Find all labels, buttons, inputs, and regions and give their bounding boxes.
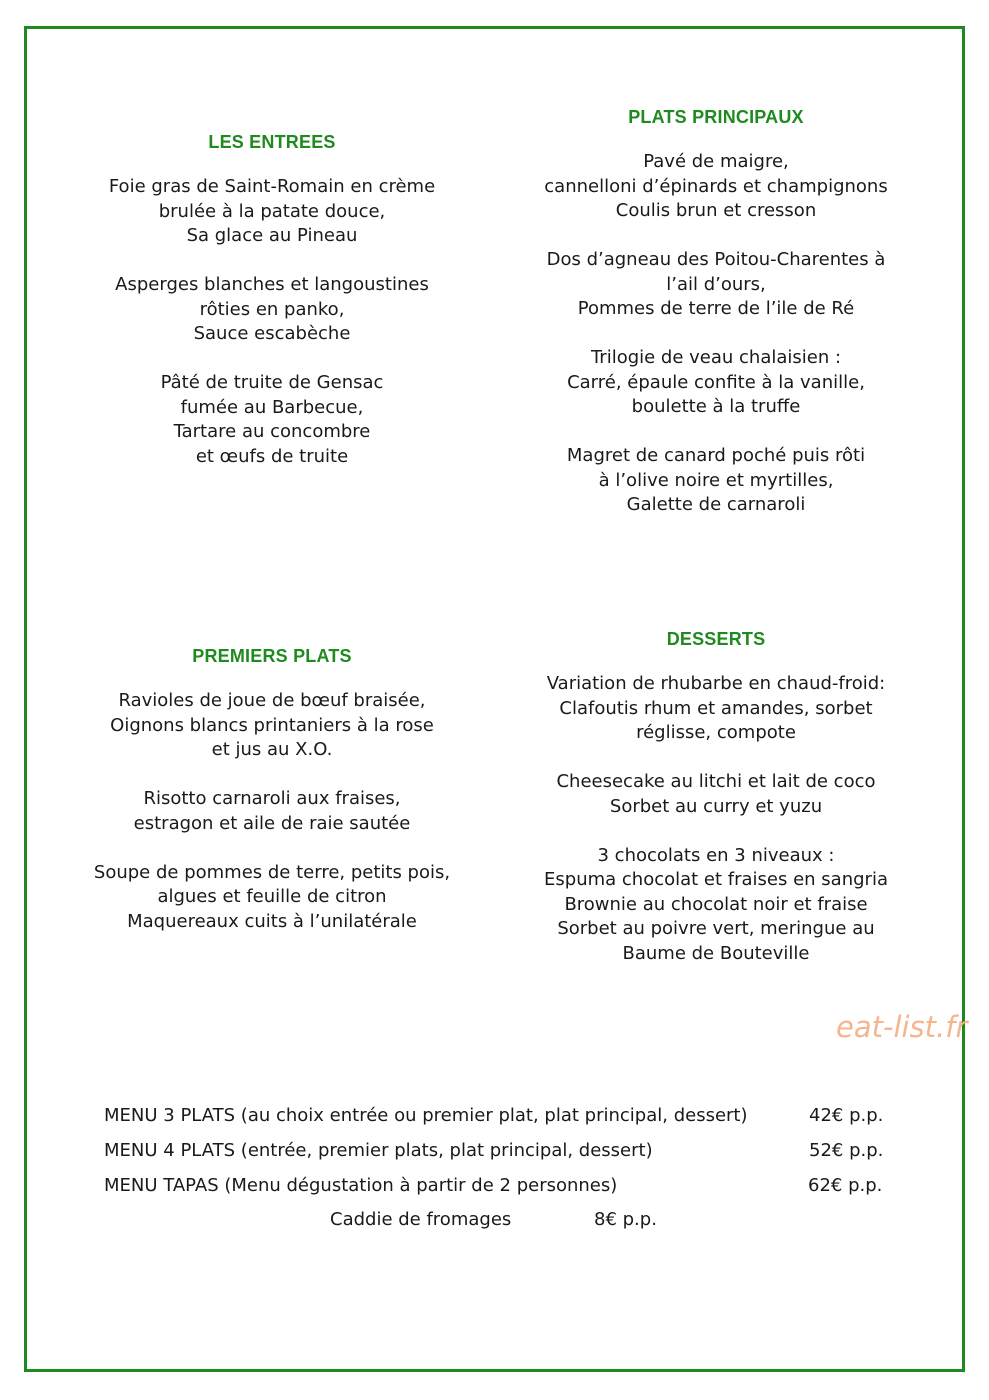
dish-line: algues et feuille de citron — [157, 886, 387, 907]
dish-line: Brownie au chocolat noir et fraise — [564, 893, 868, 915]
dish-item — [496, 770, 936, 819]
dish-line: Galette de carnaroli — [626, 494, 806, 515]
dish-line: Sa glace au Pineau — [186, 225, 358, 246]
dish-line: Pommes de terre de l’ile de Ré — [577, 298, 855, 319]
dish-item — [496, 346, 936, 420]
dish-line: Pavé de maigre, — [643, 151, 789, 172]
dish-line: Baume de Bouteville — [622, 942, 810, 964]
dish-item — [62, 175, 482, 249]
dish-item — [62, 273, 482, 347]
dish-line: Dos d’agneau des Poitou-Charentes à — [546, 249, 886, 270]
dish-line: Risotto carnaroli aux fraises, — [143, 788, 401, 809]
dish-line: réglisse, compote — [636, 722, 796, 743]
dish-line: Pâté de truite de Gensac — [160, 372, 384, 393]
dish-line: l’ail d’ours, — [666, 273, 766, 295]
dish-line: estragon et aile de raie sautée — [133, 812, 411, 834]
section-desserts — [496, 627, 936, 991]
dish-item — [496, 444, 936, 518]
dish-line: Carré, épaule confite à la vanille, — [567, 371, 865, 393]
section-plats-principaux — [496, 105, 936, 542]
dish-line: Sorbet au curry et yuzu — [609, 795, 823, 817]
dish-list — [62, 175, 482, 469]
dish-line: Maquereaux cuits à l’unilatérale — [127, 910, 417, 932]
caddie-fromages-price: 8€ p.p. — [594, 1209, 657, 1230]
dish-line: 3 chocolats en 3 niveaux : — [597, 844, 835, 866]
menu-3-plats-price: 42€ p.p. — [809, 1105, 884, 1126]
menu-tapas-price: 62€ p.p. — [808, 1175, 883, 1196]
dish-list — [496, 672, 936, 966]
dish-item — [496, 248, 936, 322]
dish-item — [62, 689, 482, 763]
dish-line: Trilogie de veau chalaisien : — [590, 347, 842, 368]
menu-4-plats-label: MENU 4 PLATS (entrée, premier plats, plat principal, dessert) — [104, 1140, 653, 1161]
dish-line: Sorbet au poivre vert, meringue au — [557, 918, 875, 939]
watermark-logo: eat-list.fr — [836, 1010, 968, 1044]
dish-line: Asperges blanches et langoustines — [115, 274, 429, 295]
dish-line: fumée au Barbecue, — [180, 396, 364, 418]
menu-3-plats-label: MENU 3 PLATS (au choix entrée ou premier plat, plat principal, dessert) — [104, 1105, 748, 1126]
section-title: LES ENTREES — [208, 132, 336, 152]
dish-line: et œufs de truite — [195, 445, 349, 467]
dish-item — [62, 861, 482, 935]
dish-line: Clafoutis rhum et amandes, sorbet — [559, 697, 873, 719]
dish-line: Magret de canard poché puis rôti — [566, 445, 866, 466]
dish-item — [496, 672, 936, 746]
dish-line: Espuma chocolat et fraises en sangria — [544, 869, 888, 890]
caddie-fromages-label: Caddie de fromages — [330, 1209, 512, 1230]
dish-line: Oignons blancs printaniers à la rose — [110, 714, 434, 736]
dish-line: brulée à la patate douce, — [158, 200, 386, 222]
dish-item — [62, 371, 482, 469]
section-title: DESSERTS — [666, 629, 766, 649]
dish-item — [496, 844, 936, 967]
dish-line: Ravioles de joue de bœuf braisée, — [118, 690, 426, 711]
dish-line: boulette à la truffe — [631, 396, 801, 417]
section-entrees — [62, 130, 482, 494]
dish-line: Foie gras de Saint-Romain en crème — [108, 176, 436, 197]
dish-item — [62, 787, 482, 836]
menu-4-plats-price: 52€ p.p. — [809, 1140, 884, 1161]
menu-tapas-label: MENU TAPAS (Menu dégustation à partir de 2 personnes) — [104, 1175, 618, 1196]
dish-item — [496, 150, 936, 224]
dish-line: à l’olive noire et myrtilles, — [598, 469, 834, 491]
dish-line: Tartare au concombre — [173, 421, 371, 442]
dish-line: Cheesecake au litchi et lait de coco — [556, 771, 876, 792]
section-premiers-plats — [62, 644, 482, 959]
dish-line: cannelloni d’épinards et champignons — [544, 175, 888, 197]
dish-line: rôties en panko, — [199, 298, 345, 320]
dish-line: Coulis brun et cresson — [615, 200, 817, 221]
dish-list — [62, 689, 482, 934]
section-title: PLATS PRINCIPAUX — [628, 107, 804, 127]
dish-line: Variation de rhubarbe en chaud-froid: — [546, 673, 886, 694]
dish-line: et jus au X.O. — [211, 739, 333, 760]
dish-line: Soupe de pommes de terre, petits pois, — [93, 861, 451, 883]
section-title: PREMIERS PLATS — [192, 646, 352, 666]
dish-line: Sauce escabèche — [193, 323, 351, 344]
dish-list — [496, 150, 936, 518]
